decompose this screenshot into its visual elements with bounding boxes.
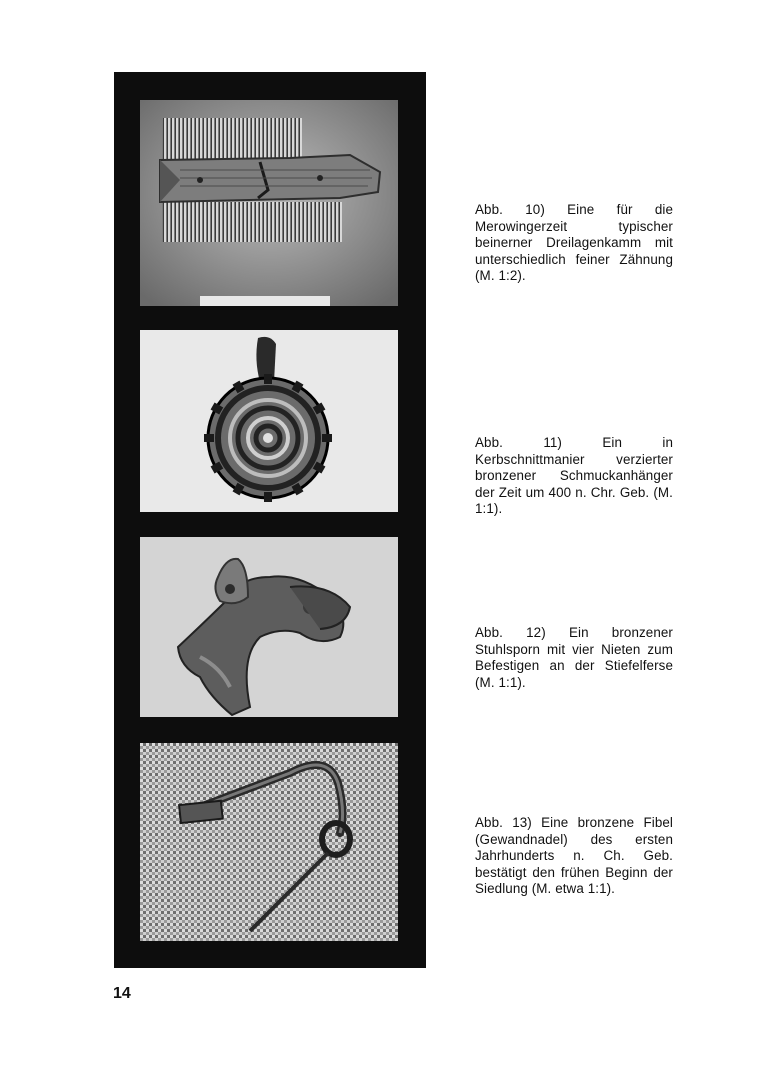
figure-13-photo-bronze-fibula xyxy=(140,743,398,941)
figure-10-caption: Abb. 10) Eine für die Merowingerzeit typischer beinerner Dreilagenkamm mit unterschiedlich feiner Zähnung (M. 1:2). xyxy=(475,202,673,284)
figure-11-caption: Abb. 11) Ein in Kerbschnittmanier verzierter bronzener Schmuckanhänger der Zeit um 400 n. Chr. Geb. (M. 1:1). xyxy=(475,435,673,517)
figure-13-caption: Abb. 13) Eine bronzene Fibel (Gewandnadel) des ersten Jahrhunderts n. Ch. Geb. bestätigt den frühen Beginn der Siedlung (M. etwa 1:1). xyxy=(475,815,673,897)
figure-12-caption: Abb. 12) Ein bronzener Stuhlsporn mit vier Nieten zum Befestigen an der Stiefelferse (M. 1:1). xyxy=(475,625,673,690)
photo-filmstrip xyxy=(114,72,426,968)
figure-10-photo-bone-comb xyxy=(140,100,398,306)
figure-11-photo-bronze-pendant xyxy=(140,330,398,512)
figure-12-photo-bronze-spur xyxy=(140,537,398,717)
page-number: 14 xyxy=(113,985,131,1002)
